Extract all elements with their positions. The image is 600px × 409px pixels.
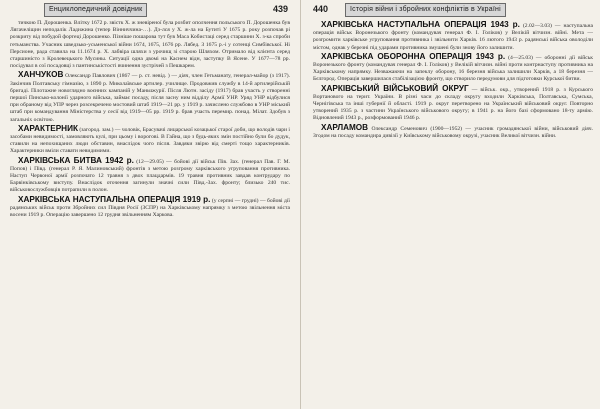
- left-running-header: Енциклопедичний довідник: [44, 3, 147, 17]
- entry-heading: ХАРКІВСЬКА НАСТУПАЛЬНА ОПЕРАЦІЯ 1919 р.: [18, 194, 211, 204]
- entry-heading: ХАРКІВСЬКИЙ ВІЙСЬКОВИЙ ОКРУГ: [321, 83, 469, 93]
- right-page: [300, 0, 600, 409]
- right-page-number: 440: [313, 4, 329, 14]
- entry-text: (загород. зам.) — чоловік, Брасувачі лицарської козацької старої доби, що володів чари і засобами невидимості, замовляють кулі, при цьому і ворогові. В Гайна, що з будь-яких змін постійно були бо дудук, ставили на непохищаних люди обставин, внаслідок чого після. Завдяки звірю від смерті тощо характерників. Характерники вміли ставати невидимими.: [10, 126, 290, 155]
- left-page-body: [10, 20, 290, 405]
- entry-text: — військ. окр., утворений 1918 р. з Курського Вортанового на терит. України. В різні часи до складу округу входили Харківська, Полтавська, Сумська, Чернігівська та інші губернії й області. 1919 р. округ перетворено на Український військовий округ. Повторно утворений 1935 р. з частини Українського військового округу; в 1941 р. на його базі сформовано 18-ту армію. Відновлений 1943 р., розформований 1946 р.: [313, 86, 593, 122]
- entry-continuation: тичкою П. Дорошенка. Влітку 1672 р. звістк Х. ж зневіреної була розбит ополчення польського П. Дорошенка був Лягачеліщин неподалік Ладижина (тепер Вінниччина-…). Дз-лся у Х. ж-ла на Бутиті У 1675 р. року розпочав рі розкриту від побудой фортеці Дорошенко. Пізніше пошарова тут був Маса Кобистаці серед старшини Х. з-ка спроби гетьманства. Учасник шведзько-усьменської війни 1674, 1675, 1676 рр. Лябед. З 1675 р.-і у сотенці Симбівської. Ні Персионе, рада ставила на 11.1674 р. Х. лабвіра шляхи з урочищ зі старою Шляхом. Отримало від клієнта серед старшиністо з Кролевецького Мусины. Ситуації одна двомі на Каснем відн, заступку В Ясене. У 1677—78 рр. посідувал в сої посадовці з пантинськістості вчинення зустрічей з Пешкарем.: [10, 20, 290, 70]
- right-running-header: Історія війни і збройних конфліктів в Україні: [345, 3, 506, 17]
- entry-heading: ХАНЧУКОВ: [18, 70, 64, 80]
- entry-text: (12—29.05) — бойові дії військ Пів. Зах. (генерал Пав. Г. М. Попов) і Півд. (генерал Р. Я. Малиновський) фронтів з метою розгрому харківського угруповання противника. Наступ Червоної армії розпочато 12 травня з двох плацдармів. 19 травня противник завдав контрудару по Барвінківському виступу. Внаслідок оточення загинули значні сили Півд.-Зах. фронту; близько 240 тис. військовослужбовців потрапили в полон.: [10, 158, 290, 194]
- entry-text: (2.02—3.03) — наступальна операція військ Воронезького фронту (командувач генерал Ф. І. Голіков) у Велікій вітчизн. війні. Мета — розгромити харківське угруповання противника і звільнити Харків. 16 лютого 1943 р. радянські війська оволоділи містом, однак у березні під ударами противника змушені були знову його залишити.: [313, 23, 593, 51]
- entry-text: (4—25.03) — оборонні дії військ Воронезького фронту (командувач генерал Ф. І. Голіков) у Велікій вітчизн. війні проти контрнаступу противника на Харківському напрямку. Незважаючи на запеклу оборону, 16 березня війська залишили Харків, а 18 березня — Бєлгород. Операція завершилася стабілізацією фронту, що створило передумови для підготовки Курської битви.: [313, 54, 593, 83]
- entry-heading: ХАРАКТЕРНИК: [18, 123, 78, 133]
- entry-heading: ХАРКІВСЬКА БИТВА 1942 р.: [18, 155, 134, 165]
- entry-heading: ХАРКІВСЬКА ОБОРОННА ОПЕРАЦІЯ 1943 р.: [321, 51, 506, 61]
- entry-text: Олександр Семенович (1900—1952) — учасник громадянської війни, військовий діяч. Згодом на посаду командира дивізії у Київському військовому окрузі, учасник Великої вітчизн. війни.: [313, 125, 593, 139]
- left-page-number: 439: [272, 4, 288, 14]
- entry-heading: ХАРЛАМОВ: [321, 122, 369, 132]
- right-page-body: [313, 20, 593, 405]
- entry-text: Олександр Павлович (1867 — р. ст. невід. ) — діяч, член Гетьманату, генерал-майор (з 1917). Закінчив Полтавську гімназію, з 1890 р. Миколаївське артилер. училище. Продовжив службу в 14-й артилерійській бригаді. Пілотажне новоглядно воєнних кампаній у Маньчжурії. Після Лютн. засіду (1917) брав участь у створенні першої Пинсько-колонії ударного війська, займає посаду, після засну ним відділу Армії УНР. Уряд УНР відбулися при обраному від УПР через розсекречено мостовий штаб 1919—21 рр. у 1919 р. зачислено службово в УНР міський штаб при командування Міністерства у сесії від 1919—05 рр. 1919 р. брав участь перемир. понад. Мілат. Здобув з загальніх освітою.: [10, 73, 290, 123]
- entry-heading: ХАРКІВСЬКА НАСТУПАЛЬНА ОПЕРАЦІЯ 1943 р.: [321, 20, 520, 29]
- entry-text: (у серпні — грудні) — бойові дії радянських військ проти Збройних сил Півдня Росії (ЗСПР) на Харківському напрямку з метою звільнення міста восени 1919 р. Операцію завершено 12 грудня звільненням Харкова.: [10, 197, 290, 219]
